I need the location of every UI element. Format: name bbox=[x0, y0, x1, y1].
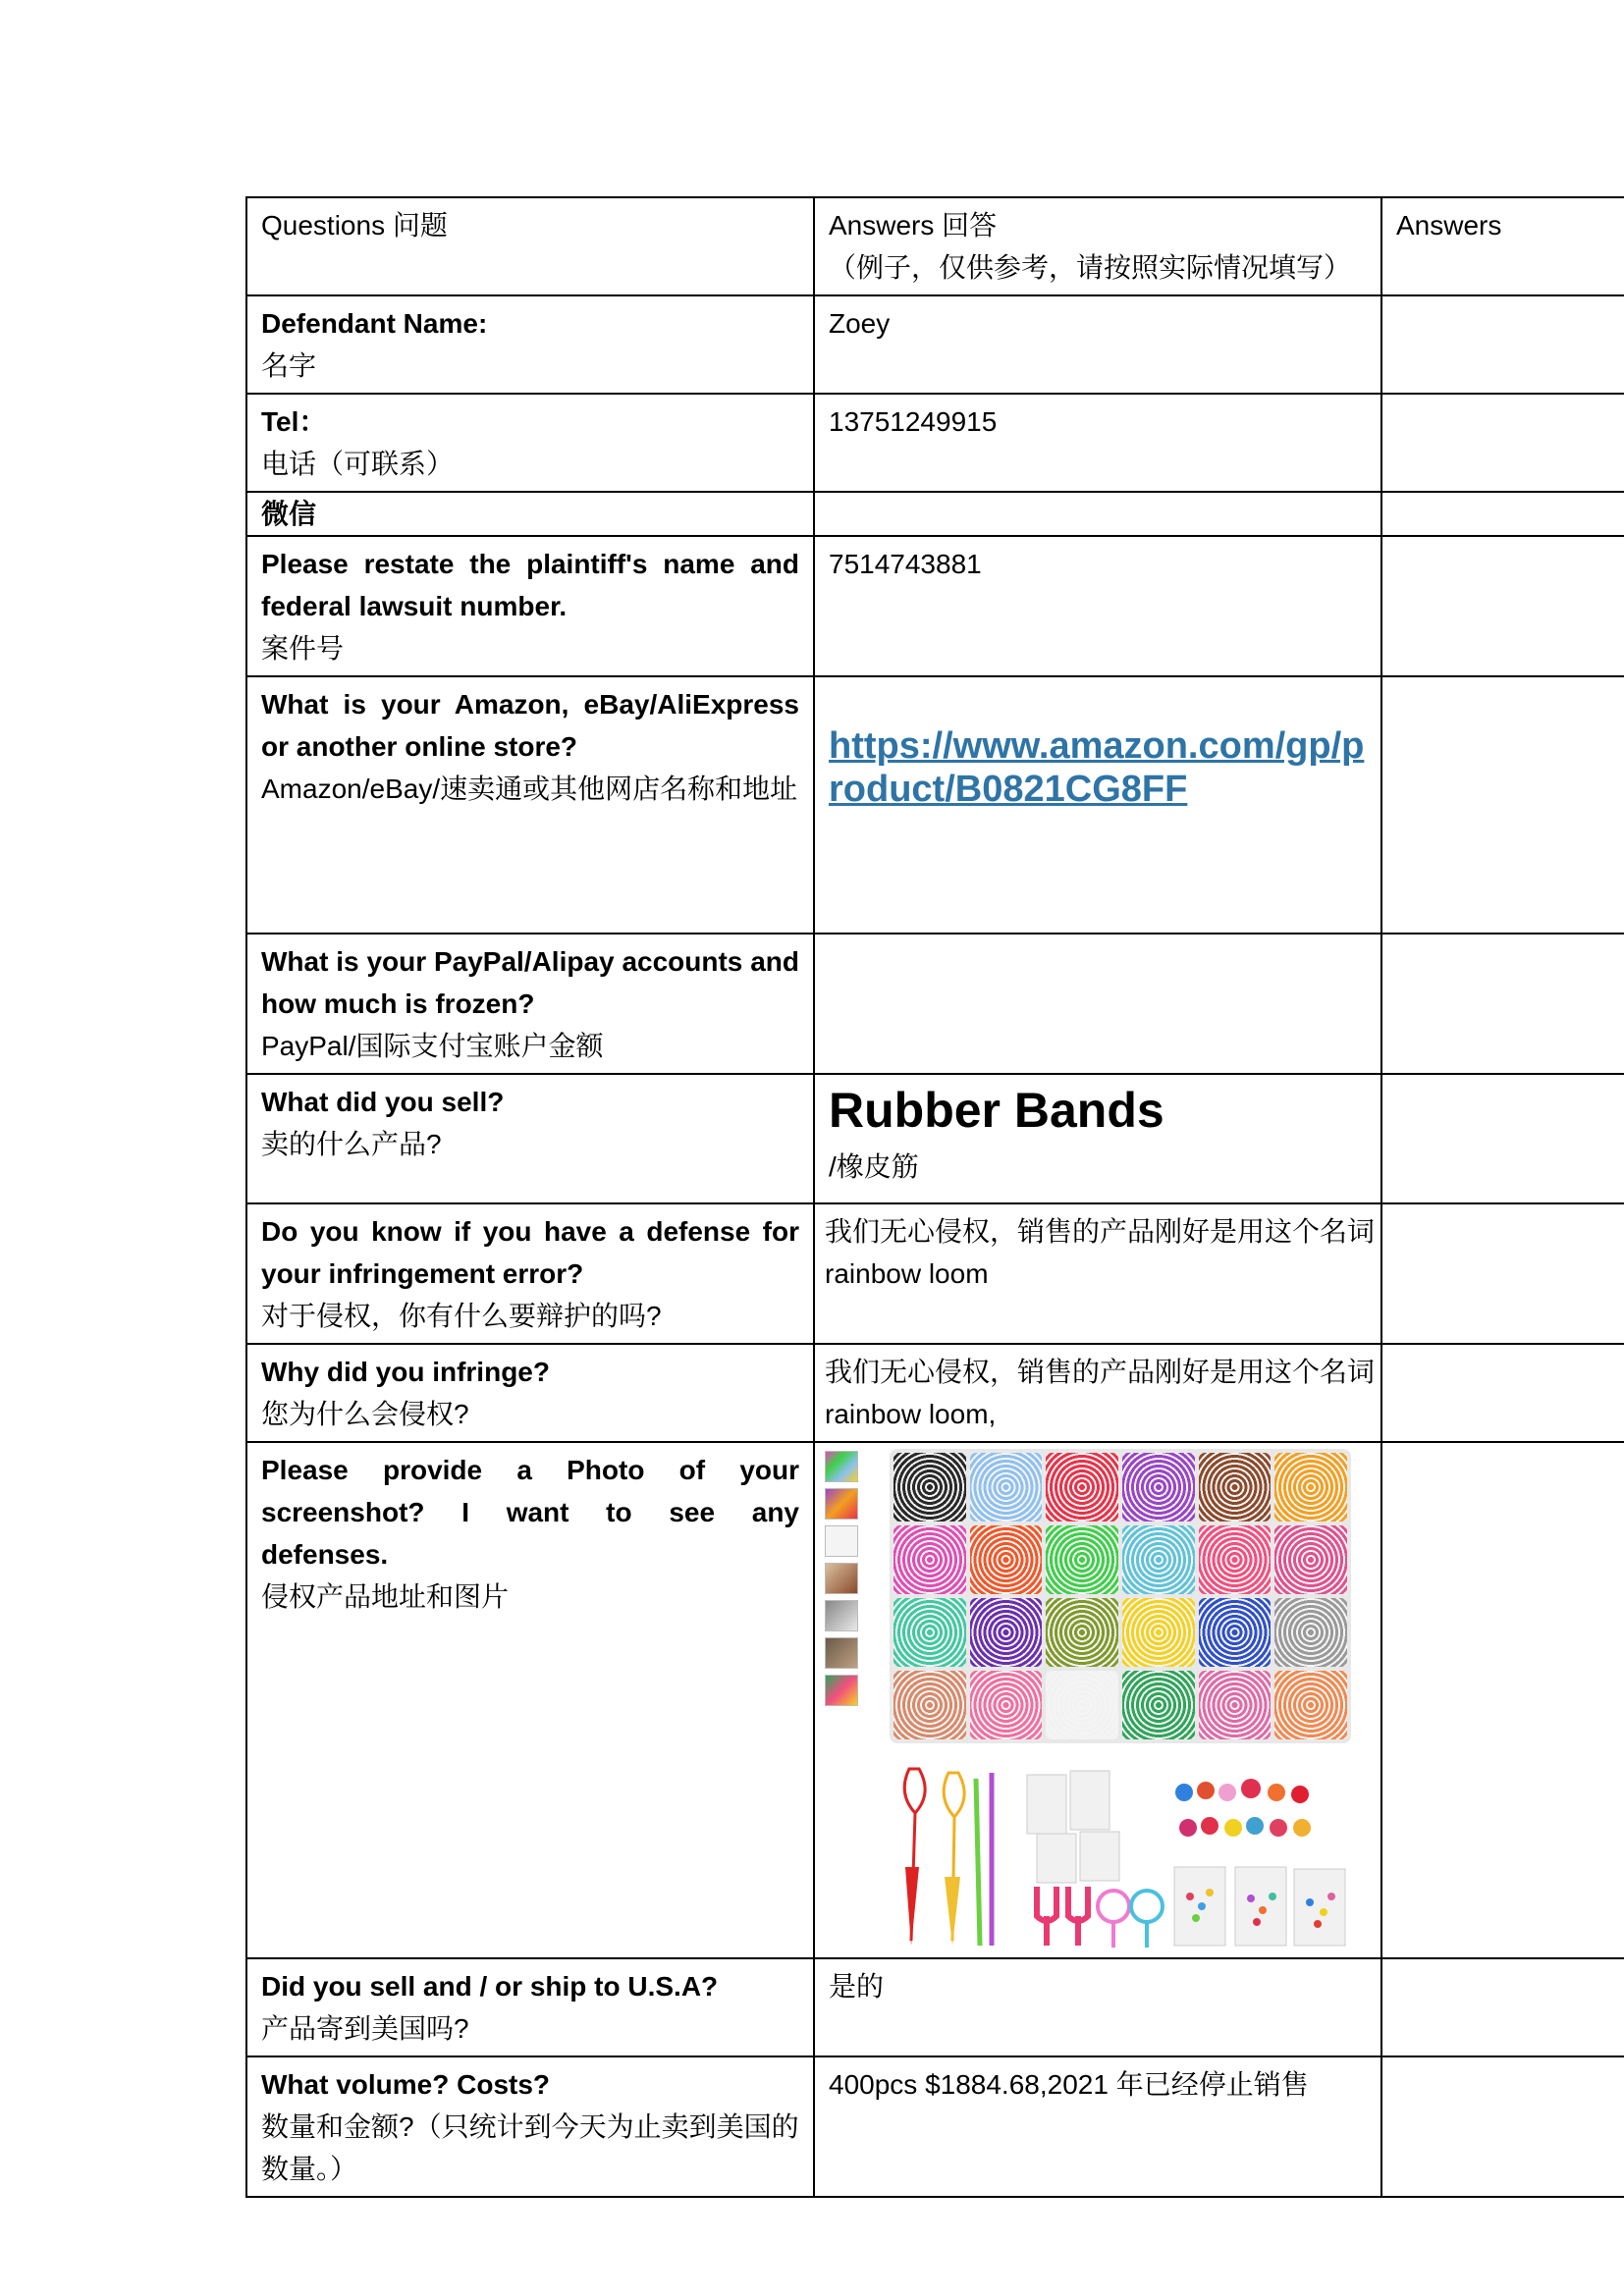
bead-packs bbox=[1027, 1771, 1119, 1883]
thumbnail[interactable] bbox=[825, 1488, 858, 1520]
band-compartment bbox=[1122, 1671, 1195, 1739]
question-en: What did you sell? bbox=[261, 1087, 505, 1117]
band-compartment bbox=[970, 1598, 1043, 1667]
rubber-band-grid-image bbox=[890, 1449, 1351, 1743]
empty-cell bbox=[1381, 295, 1624, 394]
question-cell bbox=[246, 295, 814, 394]
answer-cell bbox=[814, 1958, 1381, 2056]
empty-cell bbox=[1381, 1344, 1624, 1442]
answer-zh: 我们无心侵权，销售的产品刚好是用这个名词 bbox=[825, 1216, 1376, 1247]
band-compartment bbox=[1199, 1671, 1272, 1739]
answer-cell bbox=[814, 934, 1381, 1074]
question-cell bbox=[246, 1344, 814, 1442]
answer-product-title: Rubber Bands bbox=[829, 1083, 1164, 1138]
empty-cell bbox=[1381, 676, 1624, 934]
answer-text: 13751249915 bbox=[829, 406, 998, 437]
answer-cell bbox=[814, 676, 1381, 934]
answer-cell bbox=[814, 1442, 1381, 1958]
question-en: Defendant Name: bbox=[261, 308, 488, 339]
band-compartment bbox=[1199, 1525, 1272, 1594]
question-en: What is your PayPal/Alipay accounts and how much is frozen? bbox=[261, 946, 799, 1019]
bead-bags bbox=[1174, 1867, 1345, 1946]
band-compartment bbox=[893, 1453, 966, 1522]
question-en: Please restate the plaintiff's name and federal lawsuit number. bbox=[261, 549, 799, 621]
question-zh: 电话（可联系） bbox=[261, 449, 455, 479]
question-en: Why did you infringe? bbox=[261, 1357, 550, 1387]
answer-cell bbox=[814, 1344, 1381, 1442]
band-compartment bbox=[1199, 1598, 1272, 1667]
band-compartment bbox=[1122, 1525, 1195, 1594]
header-answers-col3-cell bbox=[1381, 197, 1624, 295]
row-name bbox=[246, 295, 1624, 394]
empty-cell bbox=[1381, 1203, 1624, 1344]
answer-text: Zoey bbox=[829, 308, 891, 339]
row-store bbox=[246, 676, 1624, 934]
question-cell bbox=[246, 492, 814, 536]
question-cell bbox=[246, 934, 814, 1074]
question-zh: 对于侵权，你有什么要辩护的吗? bbox=[261, 1301, 662, 1331]
thumbnail[interactable] bbox=[825, 1675, 858, 1706]
thumbnail[interactable] bbox=[825, 1600, 858, 1631]
empty-cell bbox=[1381, 934, 1624, 1074]
thumbnail-strip bbox=[825, 1451, 860, 1712]
row-defense bbox=[246, 1203, 1624, 1344]
tassel-hooks bbox=[904, 1769, 992, 1946]
product-photo bbox=[825, 1447, 1367, 1957]
loom-accessories-image bbox=[890, 1759, 1351, 1955]
answer-product-zh: /橡皮筋 bbox=[829, 1151, 919, 1182]
band-compartment bbox=[1274, 1453, 1347, 1522]
question-en: 微信 bbox=[261, 499, 317, 529]
question-en: Do you know if you have a defense for your infringement error? bbox=[261, 1216, 799, 1289]
row-case bbox=[246, 536, 1624, 676]
question-cell bbox=[246, 2056, 814, 2197]
band-compartment bbox=[1122, 1453, 1195, 1522]
band-compartment bbox=[893, 1598, 966, 1667]
qa-table bbox=[245, 196, 1624, 2198]
answer-cell bbox=[814, 1074, 1381, 1203]
header-answers: Answers 回答 bbox=[829, 210, 998, 240]
question-zh: PayPal/国际支付宝账户金额 bbox=[261, 1031, 604, 1061]
question-zh: 侵权产品地址和图片 bbox=[261, 1581, 510, 1612]
band-compartment bbox=[1122, 1598, 1195, 1667]
question-zh: 产品寄到美国吗? bbox=[261, 2013, 469, 2044]
question-en: Tel： bbox=[261, 406, 327, 437]
empty-cell bbox=[1381, 492, 1624, 536]
question-en: What is your Amazon, eBay/AliExpress or another online store? bbox=[261, 689, 799, 762]
thumbnail[interactable] bbox=[825, 1451, 858, 1482]
question-zh: 数量和金额?（只统计到今天为止卖到美国的数量。） bbox=[261, 2111, 799, 2184]
thumbnail[interactable] bbox=[825, 1525, 858, 1557]
answer-en: rainbow loom bbox=[825, 1258, 989, 1289]
empty-cell bbox=[1381, 2056, 1624, 2197]
header-answers-note: （例子，仅供参考，请按照实际情况填写） bbox=[829, 252, 1352, 283]
question-cell bbox=[246, 1074, 814, 1203]
question-cell bbox=[246, 536, 814, 676]
question-cell bbox=[246, 1203, 814, 1344]
row-volume bbox=[246, 2056, 1624, 2197]
question-zh: 您为什么会侵权? bbox=[261, 1399, 469, 1429]
answer-cell bbox=[814, 394, 1381, 492]
row-tel bbox=[246, 394, 1624, 492]
band-compartment bbox=[970, 1453, 1043, 1522]
store-link[interactable]: https://www.amazon.com/gp/product/B0821CG8FF bbox=[829, 725, 1365, 810]
band-compartment bbox=[1274, 1525, 1347, 1594]
empty-cell bbox=[1381, 1958, 1624, 2056]
header-answers-cell bbox=[814, 197, 1381, 295]
question-en: Did you sell and / or ship to U.S.A? bbox=[261, 1971, 719, 2002]
row-wechat bbox=[246, 492, 1624, 536]
answer-cell bbox=[814, 1203, 1381, 1344]
question-en: Please provide a Photo of your screenshot? I want to see any defenses. bbox=[261, 1455, 799, 1570]
answer-en: rainbow loom, bbox=[825, 1399, 997, 1429]
question-en: What volume? Costs? bbox=[261, 2069, 551, 2100]
answer-cell bbox=[814, 295, 1381, 394]
empty-cell bbox=[1381, 1074, 1624, 1203]
band-compartment bbox=[1046, 1453, 1118, 1522]
band-compartment bbox=[893, 1671, 966, 1739]
answer-text: 是的 bbox=[829, 1971, 885, 2002]
band-compartment bbox=[893, 1525, 966, 1594]
question-zh: Amazon/eBay/速卖通或其他网店名称和地址 bbox=[261, 774, 798, 804]
band-compartment bbox=[1274, 1671, 1347, 1739]
row-paypal bbox=[246, 934, 1624, 1074]
empty-cell bbox=[1381, 394, 1624, 492]
band-compartment bbox=[1046, 1525, 1118, 1594]
question-cell bbox=[246, 394, 814, 492]
row-photo bbox=[246, 1442, 1624, 1958]
question-zh: 案件号 bbox=[261, 633, 345, 664]
band-compartment bbox=[1274, 1598, 1347, 1667]
answer-text: 400pcs $1884.68,2021 年已经停止销售 bbox=[829, 2069, 1309, 2100]
band-compartment bbox=[1199, 1453, 1272, 1522]
answer-text: 7514743881 bbox=[829, 549, 982, 579]
band-compartment bbox=[970, 1525, 1043, 1594]
header-answers-col3: Answers bbox=[1396, 210, 1502, 240]
question-zh: 名字 bbox=[261, 350, 317, 381]
loom-tools bbox=[1037, 1887, 1163, 1948]
header-questions-cell bbox=[246, 197, 814, 295]
answer-cell bbox=[814, 2056, 1381, 2197]
answer-cell bbox=[814, 536, 1381, 676]
empty-cell bbox=[1381, 1442, 1624, 1958]
row-sell bbox=[246, 1074, 1624, 1203]
thumbnail[interactable] bbox=[825, 1637, 858, 1669]
question-cell bbox=[246, 676, 814, 934]
header-row bbox=[246, 197, 1624, 295]
question-cell bbox=[246, 1958, 814, 2056]
charms bbox=[1175, 1779, 1311, 1837]
row-why bbox=[246, 1344, 1624, 1442]
band-compartment bbox=[1046, 1671, 1118, 1739]
question-zh: 卖的什么产品? bbox=[261, 1129, 442, 1159]
header-questions: Questions 问题 bbox=[261, 210, 448, 240]
empty-cell bbox=[1381, 536, 1624, 676]
thumbnail[interactable] bbox=[825, 1563, 858, 1594]
band-compartment bbox=[1046, 1598, 1118, 1667]
answer-zh: 我们无心侵权，销售的产品刚好是用这个名词 bbox=[825, 1357, 1376, 1387]
question-cell bbox=[246, 1442, 814, 1958]
band-compartment bbox=[970, 1671, 1043, 1739]
answer-cell bbox=[814, 492, 1381, 536]
row-ship bbox=[246, 1958, 1624, 2056]
